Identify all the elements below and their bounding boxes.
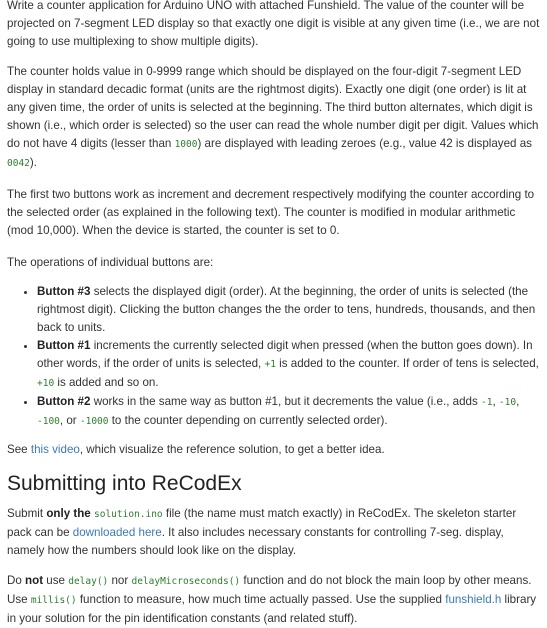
button-label: Button #1 <box>37 339 91 352</box>
inline-code: delayMicroseconds() <box>131 576 241 587</box>
inline-code: 0042 <box>7 158 30 169</box>
inline-code: +10 <box>37 378 55 389</box>
inline-code: 1000 <box>174 139 198 150</box>
text: works in the same way as button #1, but it decrements the value (i.e., adds <box>90 395 481 408</box>
funshield-link[interactable]: funshield.h <box>445 593 502 606</box>
text: The counter holds value in 0-9999 range which should be displayed on the four-digit 7-segment LED display in standard decadic format (units are the rightmost digits). Exactly one digit (one order) is lit at any given time, the order of units is selected at the beginning. The third button alternates, which digit is shown (i.e., which order is selected) so the user can read the whole number digit per digit. Values which do not have 4 digits (lesser than <box>7 65 539 150</box>
text: Do <box>7 574 26 587</box>
download-link[interactable]: downloaded here <box>72 526 162 539</box>
text: Submit <box>7 507 47 520</box>
text: function and do not block the main loop by other means. Use <box>7 574 532 606</box>
text: use <box>43 574 69 587</box>
counter-paragraph <box>7 63 540 173</box>
inline-code: delay() <box>68 576 109 587</box>
list-item <box>37 393 540 431</box>
text: library in your solution for the pin identification constants (and related stuff). <box>7 593 537 625</box>
text: , <box>516 395 520 408</box>
text: is added to the counter. If order of tens is selected, <box>275 357 539 370</box>
intro-paragraph: Write a counter application for Arduino UNO with attached Funshield. The value of the counter will be projected on 7-segment LED display so that exactly one digit is visible at any given time (i.e., we are not going to use multiplexing to show multiple digits). <box>7 0 540 48</box>
list-item <box>37 337 540 393</box>
text: function to measure, how much time actually passed. Use the supplied <box>76 593 446 606</box>
rules-paragraph <box>7 572 540 628</box>
text: See <box>7 443 31 456</box>
list-item <box>37 283 540 337</box>
operations-intro: The operations of individual buttons are: <box>7 256 214 269</box>
section-heading: Submitting into ReCodEx <box>7 472 242 495</box>
text: ) are displayed with leading zeroes (e.g., value 42 is displayed as <box>197 137 532 150</box>
video-paragraph <box>7 441 540 459</box>
buttons-paragraph: The first two buttons work as increment and decrement respectively modifying the counter according to the selected order (as explained in the following text). The counter is modified in modular arithmetic (mod 10,000). When the device is started, the counter is set to 0. <box>7 188 535 237</box>
text: is added and so on. <box>54 376 159 389</box>
text: increments the currently selected digit when pressed (when the button goes down). In other words, if the order of units is selected, <box>37 339 533 370</box>
text: , <box>492 395 499 408</box>
inline-code: -10 <box>498 397 517 408</box>
text: to the counter depending on currently selected order). <box>108 414 388 427</box>
text: ). <box>29 156 37 169</box>
button-label: Button #3 <box>37 285 91 298</box>
button-list <box>7 283 540 431</box>
submit-paragraph <box>7 505 540 560</box>
bold-text: only the <box>46 507 91 520</box>
button-label: Button #2 <box>37 395 91 408</box>
inline-code: millis() <box>30 595 77 606</box>
text: , which visualize the reference solution, to get a better idea. <box>79 443 385 456</box>
text: nor <box>108 574 132 587</box>
inline-code: solution.ino <box>94 509 163 520</box>
inline-code: -1000 <box>79 416 109 427</box>
text: , or <box>59 414 80 427</box>
bold-text: not <box>25 574 44 587</box>
inline-code: -1 <box>481 397 493 408</box>
text: file (the name must match exactly) in ReCodEx. The skeleton starter pack can be <box>7 507 517 539</box>
text: . It also includes necessary constants for controlling 7-seg. display, namely how the numbers should look like on the display. <box>7 526 504 557</box>
inline-code: -100 <box>37 416 60 427</box>
text: selects the displayed digit (order). At the beginning, the order of units is selected (the rightmost digit). Clicking the button changes the the order to tens, hundreds, thousands, and then back to units. <box>37 285 536 334</box>
video-link[interactable]: this video <box>30 443 80 456</box>
inline-code: +1 <box>264 359 276 370</box>
